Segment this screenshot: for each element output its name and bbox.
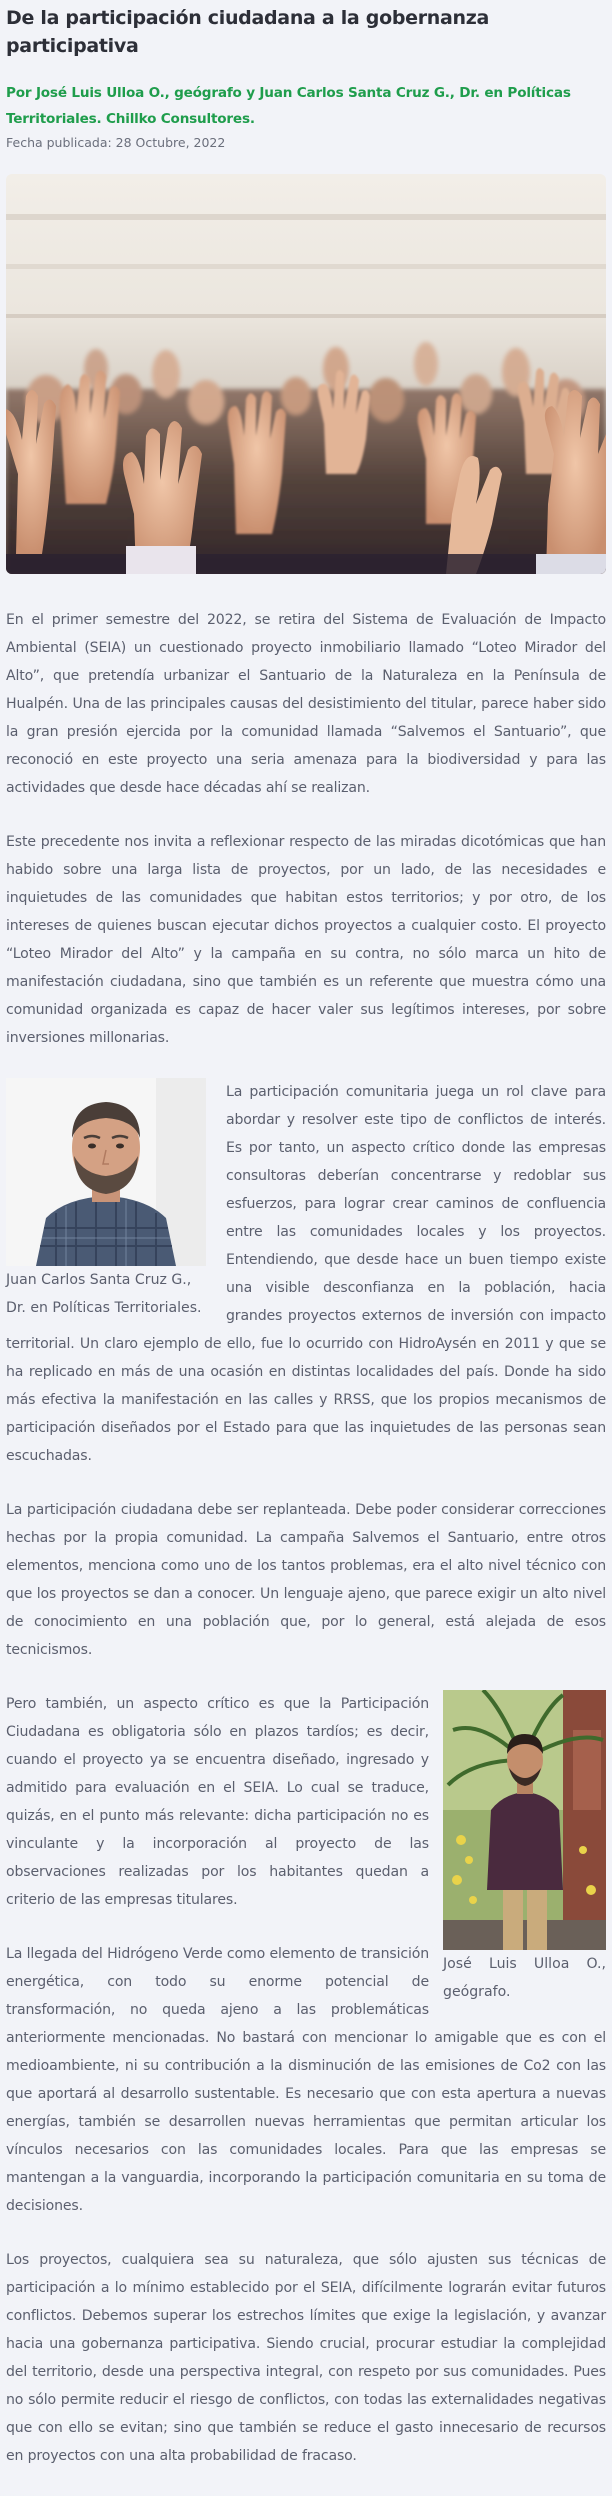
paragraph-2: Este precedente nos invita a reflexionar respecto de las miradas dicotómicas que han habido sobre una larga lista de proyectos, por un lado, de las necesidades e inquietudes de las comunidades que habitan estos territorios; y por otro, de los intereses de quienes buscan ejecutar dichos proyectos a cualquier costo. El proyecto “Loteo Mirador del Alto” y la campaña en su contra, no sólo marca un hito de manifestación ciudadana, sino que también es un referente que muestra cómo una comunidad organizada es capaz de hacer valer sus legítimos intereses, por sobre inversiones millonarias.: [6, 834, 606, 1046]
author-photo-santa-cruz: [6, 1078, 206, 1266]
paragraph-3: La participación comunitaria juega un rol clave para abordar y resolver este tipo de conflictos de interés. Es por tanto, un aspecto crítico donde las empresas consultoras deberían concentrarse y redoblar sus esfuerzos, para lograr crear caminos de confluencia entre las comunidades locales y los proyectos. Entendiendo, que desde hace un buen tiempo existe una visible desconfianza en la población, hacia grandes proyectos externos de inversión con impacto territorial. Un claro ejemplo de ello, fue lo ocurrido con HidroAysén en 2011 y que se ha replicado en más de una ocasión en distintas localidades del país. Donde ha sido más efectiva la manifestación en las calles y RRSS, que los propios mecanismos de participación diseñados por el Estado para que las inquietudes de las personas sean escuchadas.: [6, 1084, 606, 1464]
article-byline: Por José Luis Ulloa O., geógrafo y Juan Carlos Santa Cruz G., Dr. en Políticas Territoriales. Chillko Consultores.: [6, 85, 571, 127]
author-figure-ulloa: [443, 1690, 606, 2006]
paragraph-6: La llegada del Hidrógeno Verde como elemento de transición energética, con todo su enorme potencial de transformación, no queda ajeno a las problemáticas anteriormente mencionadas. No bastará con mencionar lo amigable que es con el medioambiente, ni su contribución a la disminución de las emisiones de Co2 con las que aportará al desarrollo sustentable. Es necesario que con esta apertura a nuevas energías, también se desarrollen nuevas herramientas que permitan articular los vínculos necesarios con las comunidades locales. Para que las empresas se mantengan a la vanguardia, incorporando la participación comunitaria en su toma de decisiones.: [6, 1946, 606, 2214]
figure-caption-santa-cruz: Juan Carlos Santa Cruz G., Dr. en Políticas Territoriales.: [6, 1272, 202, 1316]
article-title: De la participación ciudadana a la gobernanza participativa: [6, 7, 490, 57]
publish-date: Fecha publicada: 28 Octubre, 2022: [6, 135, 226, 150]
hero-image-raised-hands: [6, 174, 606, 574]
author-photo-ulloa: [443, 1690, 606, 1950]
figure-caption-ulloa: José Luis Ulloa O., geógrafo.: [443, 1956, 606, 2000]
author-figure-santa-cruz: [6, 1078, 206, 1322]
paragraph-7: Los proyectos, cualquiera sea su naturaleza, que sólo ajusten sus técnicas de participación a lo mínimo establecido por el SEIA, difícilmente lograrán evitar futuros conflictos. Debemos superar los estrechos límites que exige la legislación, y avanzar hacia una gobernanza participativa. Siendo crucial, procurar estudiar la complejidad del territorio, desde una perspectiva integral, con respeto por sus comunidades. Pues no sólo permite reducir el riesgo de conflictos, con todas las externalidades negativas que con ello se evitan; sino que también se reduce el gasto innecesario de recursos en proyectos con una alta probabilidad de fracaso.: [6, 2252, 606, 2464]
paragraph-4: La participación ciudadana debe ser replanteada. Debe poder considerar correcciones hechas por la propia comunidad. La campaña Salvemos el Santuario, entre otros elementos, menciona como uno de los tantos problemas, era el alto nivel técnico con que los proyectos se dan a conocer. Un lenguaje ajeno, que parece exigir un alto nivel de conocimiento en una población que, por lo general, está alejada de esos tecnicismos.: [6, 1502, 606, 1658]
paragraph-5: Pero también, un aspecto crítico es que la Participación Ciudadana es obligatoria sólo en plazos tardíos; es decir, cuando el proyecto ya se encuentra diseñado, ingresado y admitido para evaluación en el SEIA. Lo cual se traduce, quizás, en el punto más relevante: dicha participación no es vinculante y la incorporación al proyecto de las observaciones realizadas por los habitantes quedan a criterio de las empresas titulares.: [6, 1696, 429, 1908]
paragraph-1: En el primer semestre del 2022, se retira del Sistema de Evaluación de Impacto Ambiental (SEIA) un cuestionado proyecto inmobiliario llamado “Loteo Mirador del Alto”, que pretendía urbanizar el Santuario de la Naturaleza en la Península de Hualpén. Una de las principales causas del desistimiento del titular, parece haber sido la gran presión ejercida por la comunidad llamada “Salvemos el Santuario”, que reconoció en este proyecto una seria amenaza para la biodiversidad y para las actividades que desde hace décadas ahí se realizan.: [6, 612, 606, 796]
